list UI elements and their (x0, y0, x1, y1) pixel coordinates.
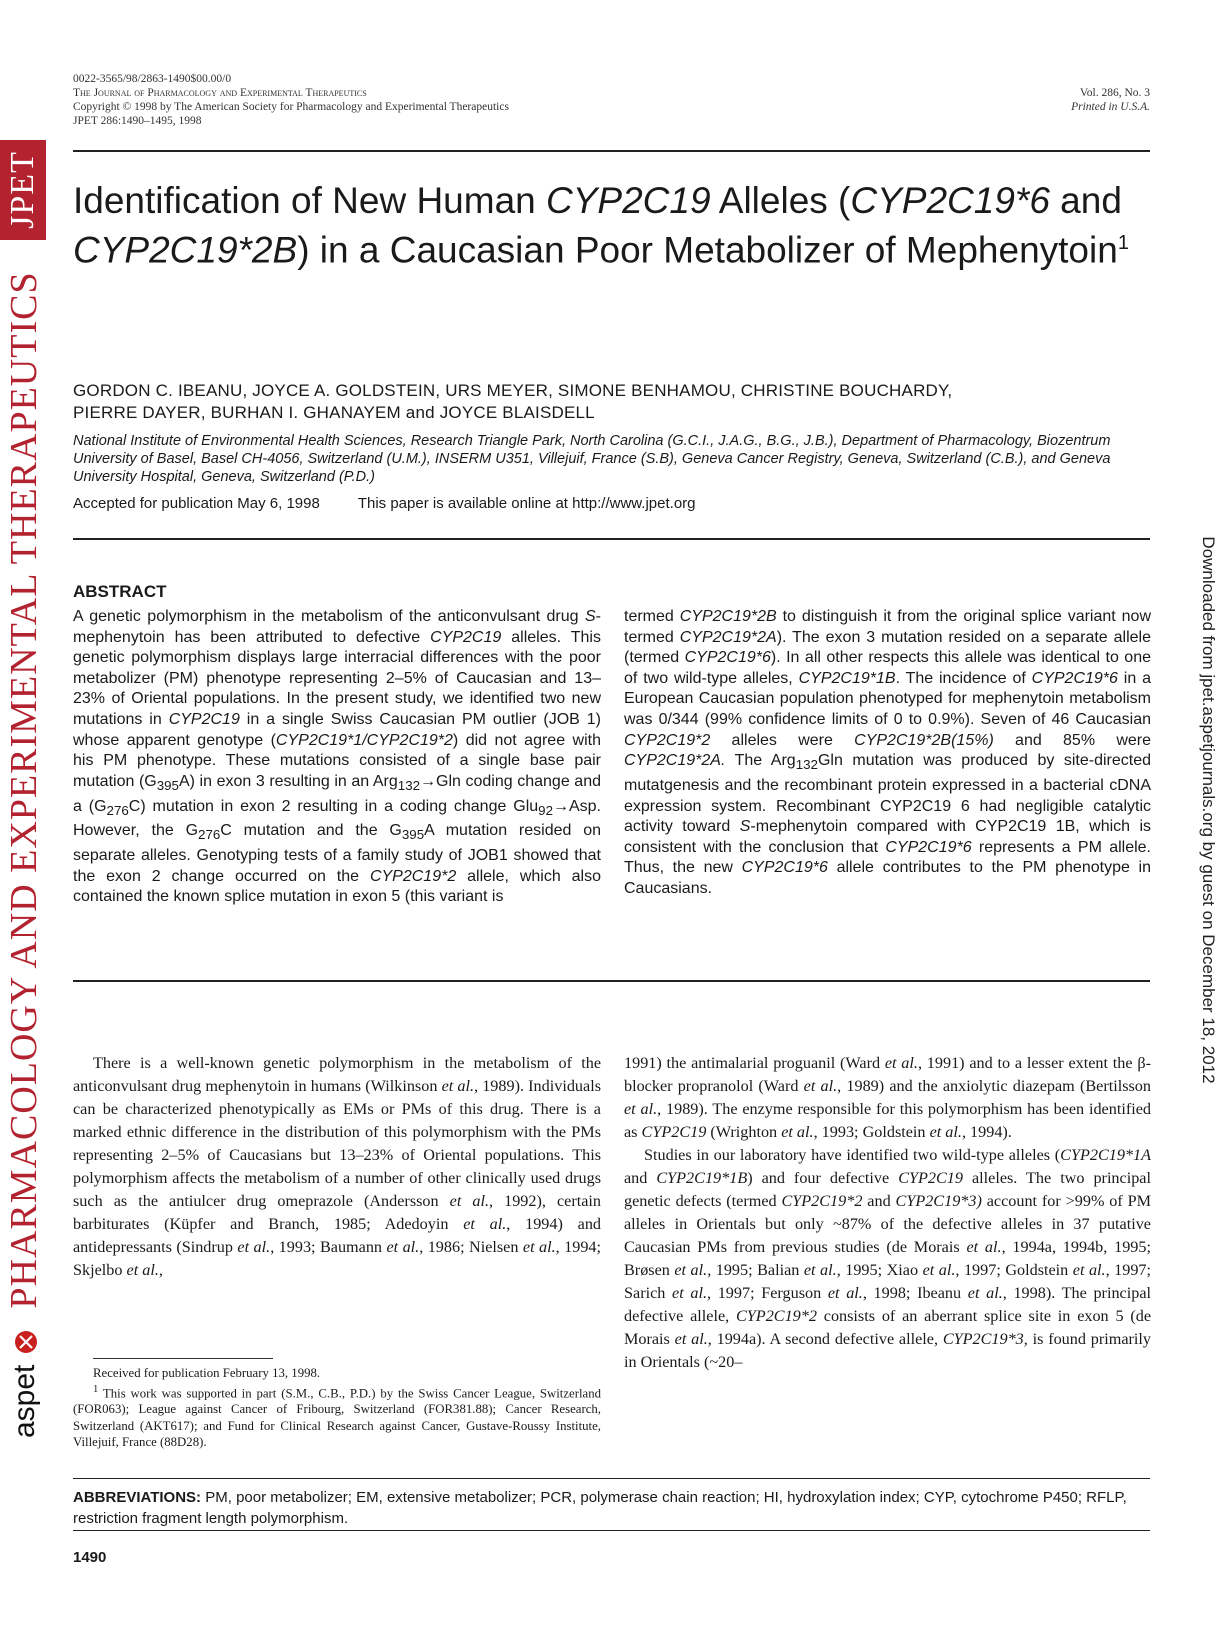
accepted-date: Accepted for publication May 6, 1998 (73, 495, 320, 512)
aspet-logo-text: aspet (8, 1364, 41, 1438)
funding-footnote: $^1$ This work was supported in part (S.M., C.B., P.D.) by the Swiss Cancer League, Switzerland (FOR063); League against Cancer of Fribourg, Switzerland (FOR381.88); Cancer Research, Switzerland (AKT617); and Fund for Clinical Research against Cancer, Gustave-Roussy Institute, Villejuif, France (88D28). (73, 1383, 601, 1450)
acceptance-line (73, 495, 1150, 512)
header-printed: Printed in U.S.A. (1071, 101, 1150, 113)
intro-paragraph-1: There is a well-known genetic polymorphism in the metabolism of the anticonvulsant drug mephenytoin in humans (Wilkinson et al., 1989). Individuals can be characterized phenotypically as EMs or PMs of this drug. There is a marked ethnic difference in the distribution of this polymorphism with the PMs representing 2–5% of Caucasians but 13–23% of Oriental populations. This polymorphism affects the metabolism of a number of other clinically used drugs such as the antiulcer drug omeprazole (Andersson et al., 1992), certain barbiturates (Küpfer and Branch, 1985; Adedoyin et al., 1994) and antidepressants (Sindrup et al., 1993; Baumann et al., 1986; Nielsen et al., 1994; Skjelbo et al., (73, 1054, 602, 1279)
header-citation: JPET 286:1490–1495, 1998 (73, 115, 202, 127)
header-right (1071, 86, 1150, 114)
header-journal: The Journal of Pharmacology and Experimental Therapeutics (73, 87, 367, 99)
abstract-right-column: termed CYP2C19*2B to distinguish it from the original splice variant now termed CYP2C19*2A). The exon 3 mutation resided on a separate allele (termed CYP2C19*6). In all other respects this allele was identical to one of two wild-type alleles, CYP2C19*1B. The incidence of CYP2C19*6 in a European Caucasian population phenotyped for mephenytoin metabolism was 0/344 (99% confidence limits of 0 to 0.9%). Seven of 46 Caucasian CYP2C19*2 alleles were CYP2C19*2B(15%) and 85% were CYP2C19*2A. The Arg$_{132}$Gln mutation was produced by site-directed mutatgenesis and the recombinant protein expressed in a bacterial cDNA expression system. Recombinant CYP2C19 6 had negligible catalytic activity toward S-mephenytoin compared with CYP2C19 1B, which is consistent with the conclusion that CYP2C19*6 represents a PM allele. Thus, the new CYP2C19*6 allele contributes to the PM phenotype in Caucasians. (624, 608, 1152, 897)
abstract-bottom-rule (73, 980, 1150, 982)
journal-tab (0, 140, 46, 240)
journal-side-title: PHARMACOLOGY AND EXPERIMENTAL THERAPEUTICS (3, 271, 45, 1309)
header-copyright: Copyright © 1998 by The American Society for Pharmacology and Experimental Therapeutics (73, 101, 509, 113)
body-left-column (73, 1052, 601, 1282)
received-date: Received for publication February 13, 1998. (93, 1366, 321, 1380)
online-availability: This paper is available online at http://www.jpet.org (357, 495, 696, 512)
page-number: 1490 (73, 1549, 107, 1566)
header-doi: 0022-3565/98/2863-1490$00.00/0 (73, 73, 232, 85)
download-note: Downloaded from jpet.aspetjournals.org by guest on December 18, 2012 (1199, 536, 1218, 1084)
abbreviations-bottom-rule (73, 1530, 1150, 1531)
header-left (73, 72, 509, 128)
authors: GORDON C. IBEANU, JOYCE A. GOLDSTEIN, URS MEYER, SIMONE BENHAMOU, CHRISTINE BOUCHARDY, PIERRE DAYER, BURHAN I. GHANAYEM and JOYCE BLAISDELL (73, 381, 953, 422)
affiliations: National Institute of Environmental Health Sciences, Research Triangle Park, North Carolina (G.C.I., J.A.G., B.G., J.B.), Department of Pharmacology, Biozentrum University of Basel, Basel CH-4056, Switzerland (U.M.), INSERM U351, Villejuif, France (S.B), Geneva Cancer Registry, Geneva, Switzerland (C.B.), and Geneva University Hospital, Geneva, Switzerland (P.D.) (73, 433, 1111, 485)
intro-paragraph-1-continued: 1991) the antimalarial proguanil (Ward et al., 1991) and to a lesser extent the β-blocker propranolol (Ward et al., 1989) and the anxiolytic diazepam (Bertilsson et al., 1989). The enzyme responsible for this polymorphism has been identified as CYP2C19 (Wrighton et al., 1993; Goldstein et al., 1994). (624, 1054, 1151, 1141)
aspet-logo (2, 1330, 44, 1440)
abstract-heading: ABSTRACT (73, 582, 167, 601)
abstract-left-column: A genetic polymorphism in the metabolism of the anticonvulsant drug S-mephenytoin has been attributed to defective CYP2C19 alleles. This genetic polymorphism displays large interracial differences with the poor metabolizer (PM) phenotype representing 2–5% of Caucasian and 13–23% of Oriental populations. In the present study, we identified two new mutations in CYP2C19 in a single Swiss Caucasian PM outlier (JOB 1) whose apparent genotype (CYP2C19*1/CYP2C19*2) did not agree with his PM phenotype. These mutations consisted of a single base pair mutation $(G_{395}A)$ in exon 3 resulting in an Arg$_{132}$→Gln coding change and a $(G_{276}C)$ mutation in exon 2 resulting in a coding change Glu$_{92}$→Asp. However, the $G_{276}C$ mutation and the $G_{395}A$ mutation resided on separate alleles. Genotyping tests of a family study of JOB1 showed that the exon 2 change occurred on the CYP2C19*2 allele, which also contained the known splice mutation in exon 5 (this variant is (73, 608, 602, 906)
abstract-top-rule (73, 538, 1150, 540)
abbreviations-top-rule (73, 1478, 1150, 1479)
header-rule (73, 150, 1150, 152)
header-volume: Vol. 286, No. 3 (1079, 87, 1150, 99)
journal-tab-text: JPET (4, 151, 41, 229)
abbreviations: ABBREVIATIONS: PM, poor metabolizer; EM, extensive metabolizer; PCR, polymerase chain reaction; HI, hydroxylation index; CYP, cytochrome P450; RFLP, restriction fragment length polymorphism. (73, 1489, 1127, 1527)
article-title: Identification of New Human CYP2C19 Alleles (CYP2C19*6 and CYP2C19*2B) in a Caucasian Poor Metabolizer of Mephenytoin$^1$ (73, 180, 1129, 271)
intro-paragraph-2: Studies in our laboratory have identified two wild-type alleles (CYP2C19*1A and CYP2C19*1B) and four defective CYP2C19 alleles. The two principal genetic defects (termed CYP2C19*2 and CYP2C19*3) account for >99% of PM alleles in Orientals but only ~87% of the defective alleles in 37 putative Caucasian PMs from previous studies (de Morais et al., 1994a, 1994b, 1995; Brøsen et al., 1995; Balian et al., 1995; Xiao et al., 1997; Goldstein et al., 1997; Sarich et al., 1997; Ferguson et al., 1998; Ibeanu et al., 1998). The principal defective allele, CYP2C19*2 consists of an aberrant splice site in exon 5 (de Morais et al., 1994a). A second defective allele, CYP2C19*3, is found primarily in Orientals (~20– (624, 1146, 1152, 1371)
footnotes (73, 1365, 601, 1451)
title-footnote-mark: 1 (1117, 232, 1129, 254)
footnote-rule (93, 1358, 273, 1359)
body-right-column (624, 1052, 1151, 1374)
